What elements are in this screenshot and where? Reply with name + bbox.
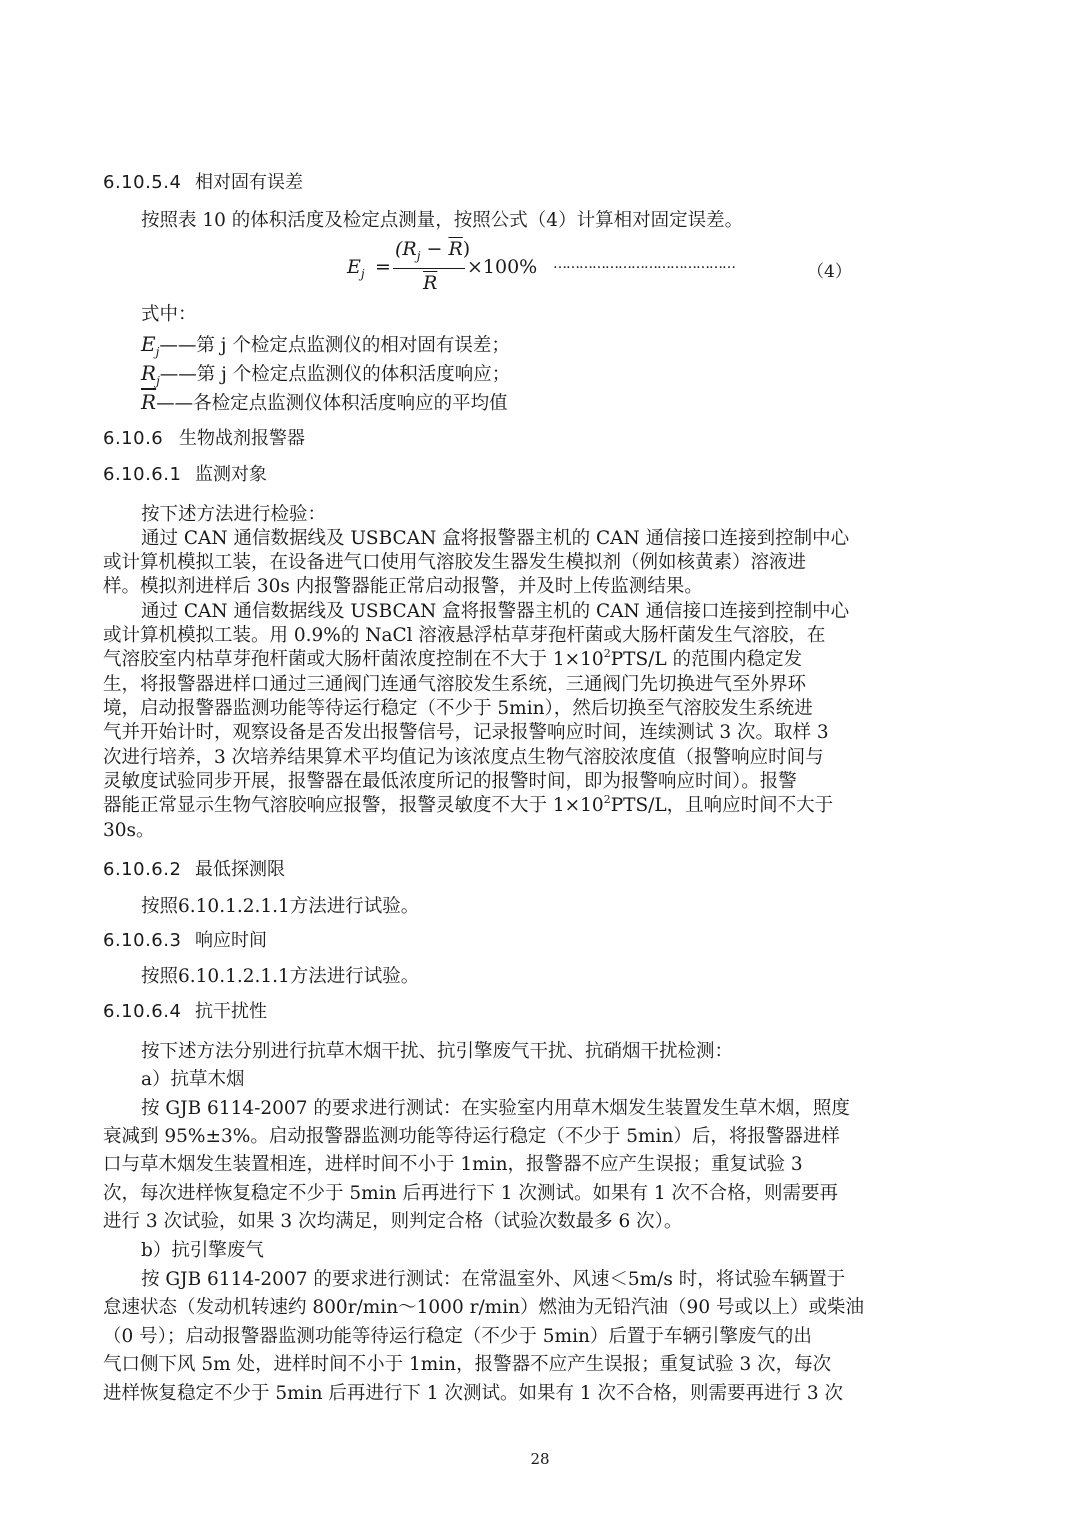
paragraph-intro: 按照表 10 的体积活度及检定点测量，按照公式（4）计算相对固定误差。 bbox=[141, 210, 744, 231]
paragraph-line: 进行 3 次试验，如果 3 次均满足，则判定合格（试验次数最多 6 次）。 bbox=[103, 1211, 683, 1232]
list-item-label: b）抗引擎废气 bbox=[141, 1240, 264, 1261]
section-heading-6-10-6-2 bbox=[103, 858, 285, 882]
paragraph-line: 样。模拟剂进样后 30s 内报警器能正常启动报警，并及时上传监测结果。 bbox=[103, 576, 703, 597]
paragraph-line: 口与草木烟发生装置相连，进样时间不小于 1min，报警器不应产生误报；重复试验 3 bbox=[103, 1154, 803, 1175]
paragraph-line: 按照6.10.1.2.1.1方法进行试验。 bbox=[141, 896, 420, 917]
fraction-bar bbox=[393, 268, 465, 269]
formula-leader-dots: …………………………………… bbox=[553, 256, 735, 272]
section-number: 6.10.6.4 bbox=[103, 1001, 182, 1022]
section-number: 6.10.6.1 bbox=[103, 464, 182, 485]
section-title: 抗干扰性 bbox=[195, 1001, 267, 1022]
section-heading-6-10-5-4 bbox=[103, 171, 303, 195]
paragraph-line: 气并开始计时，观察设备是否发出报警信号，记录报警响应时间，连续测试 3 次。取样 3 bbox=[103, 722, 829, 743]
paragraph-line: 按 GJB 6114-2007 的要求进行测试：在常温室外、风速＜5m/s 时，将试验车辆置于 bbox=[141, 1269, 846, 1290]
page-number: 28 bbox=[530, 1450, 550, 1468]
paragraph-line: 按 GJB 6114-2007 的要求进行测试：在实验室内用草木烟发生装置发生草木烟，照度 bbox=[141, 1098, 850, 1119]
section-title: 最低探测限 bbox=[195, 859, 285, 880]
where-label: 式中： bbox=[141, 304, 197, 325]
section-heading-6-10-6-3 bbox=[103, 929, 267, 953]
paragraph-line: 或计算机模拟工装。用 0.9%的 NaCl 溶液悬浮枯草芽孢杆菌或大肠杆菌发生气溶胶，在 bbox=[103, 625, 826, 646]
paragraph-line: 境，启动报警器监测功能等待运行稳定（不少于 5min），然后切换至气溶胶发生系统进 bbox=[103, 698, 813, 719]
section-heading-6-10-6-4 bbox=[103, 1000, 267, 1024]
paragraph-line: （0 号）；启动报警器监测功能等待运行稳定（不少于 5min）后置于车辆引擎废气的出 bbox=[103, 1326, 812, 1347]
section-title: 生物战剂报警器 bbox=[179, 428, 305, 449]
section-heading-6-10-6 bbox=[103, 427, 305, 451]
section-title: 相对固有误差 bbox=[195, 172, 303, 193]
paragraph-line: 进样恢复稳定不少于 5min 后再进行下 1 次测试。如果有 1 次不合格，则需要再进行 3 次 bbox=[103, 1383, 844, 1404]
section-heading-6-10-6-1 bbox=[103, 463, 267, 487]
paragraph-line: 或计算机模拟工装，在设备进气口使用气溶胶发生器发生模拟剂（例如核黄素）溶液进 bbox=[103, 552, 807, 573]
section-number: 6.10.6.3 bbox=[103, 930, 182, 951]
paragraph-line: 次进行培养，3 次培养结果算术平均值记为该浓度点生物气溶胶浓度值（报警响应时间与 bbox=[103, 747, 824, 768]
section-number: 6.10.6.2 bbox=[103, 859, 182, 880]
section-number: 6.10.5.4 bbox=[103, 172, 182, 193]
paragraph-line: 通过 CAN 通信数据线及 USBCAN 盒将报警器主机的 CAN 通信接口连接到控制中心 bbox=[141, 601, 850, 622]
paragraph-line: 次，每次进样恢复稳定不少于 5min 后再进行下 1 次测试。如果有 1 次不合格，则需要再 bbox=[103, 1183, 838, 1204]
paragraph-line: 按下述方法分别进行抗草木烟干扰、抗引擎废气干扰、抗硝烟干扰检测： bbox=[141, 1041, 734, 1062]
formula-number: （4） bbox=[807, 262, 852, 282]
section-title: 监测对象 bbox=[195, 464, 267, 485]
paragraph-line: 按照6.10.1.2.1.1方法进行试验。 bbox=[141, 966, 420, 987]
section-number: 6.10.6 bbox=[103, 428, 164, 449]
formula-lhs: $E_j$ bbox=[347, 256, 365, 281]
definition-item: $E_j——$第 j 个检定点监测仪的相对固有误差； bbox=[141, 332, 510, 359]
paragraph-line: 30s。 bbox=[103, 820, 155, 841]
formula-4: $E_j$ = $(R_j - \overline{R})$ $\overline{R}$ ×100% …………………………………… （4） bbox=[347, 238, 852, 294]
formula-denominator: $\overline{R}$ bbox=[423, 272, 438, 294]
paragraph-line: 怠速状态（发动机转速约 800r/min～1000 r/min）燃油为无铅汽油（90 号或以上）或柴油 bbox=[103, 1297, 864, 1318]
paragraph-line: 通过 CAN 通信数据线及 USBCAN 盒将报警器主机的 CAN 通信接口连接到控制中心 bbox=[141, 528, 850, 549]
paragraph-line: 灵敏度试验同步开展，报警器在最低浓度所记的报警时间，即为报警响应时间）。报警 bbox=[103, 771, 797, 792]
definition-item: $R_j——$第 j 个检定点监测仪的体积活度响应； bbox=[141, 361, 511, 388]
formula-numerator: $(R_j - \overline{R})$ bbox=[395, 238, 471, 263]
paragraph-line: 按下述方法进行检验： bbox=[141, 504, 327, 525]
paragraph-line: 气溶胶室内枯草芽孢杆菌或大肠杆菌浓度控制在不大于 $1\times 10^2PTS/L$ 的范围内稳定发 bbox=[103, 647, 803, 670]
paragraph-line: 衰减到 95%±3%。启动报警器监测功能等待运行稳定（不少于 5min）后，将报警器进样 bbox=[103, 1126, 840, 1147]
paragraph-line: 气口侧下风 5m 处，进样时间不小于 1min，报警器不应产生误报；重复试验 3 次，每次 bbox=[103, 1354, 832, 1375]
section-title: 响应时间 bbox=[195, 930, 267, 951]
paragraph-line: 生，将报警器进样口通过三通阀门连通气溶胶发生系统，三通阀门先切换进气至外界环 bbox=[103, 674, 807, 695]
formula-times: ×100% bbox=[467, 256, 538, 278]
paragraph-line: 器能正常显示生物气溶胶响应报警，报警灵敏度不大于 $1\times 10^2PTS/L$，且响应时间不大于 bbox=[103, 793, 834, 816]
list-item-label: a）抗草木烟 bbox=[141, 1069, 245, 1090]
definition-item: $\overline{R}——$各检定点监测仪体积活度响应的平均值 bbox=[141, 390, 508, 414]
